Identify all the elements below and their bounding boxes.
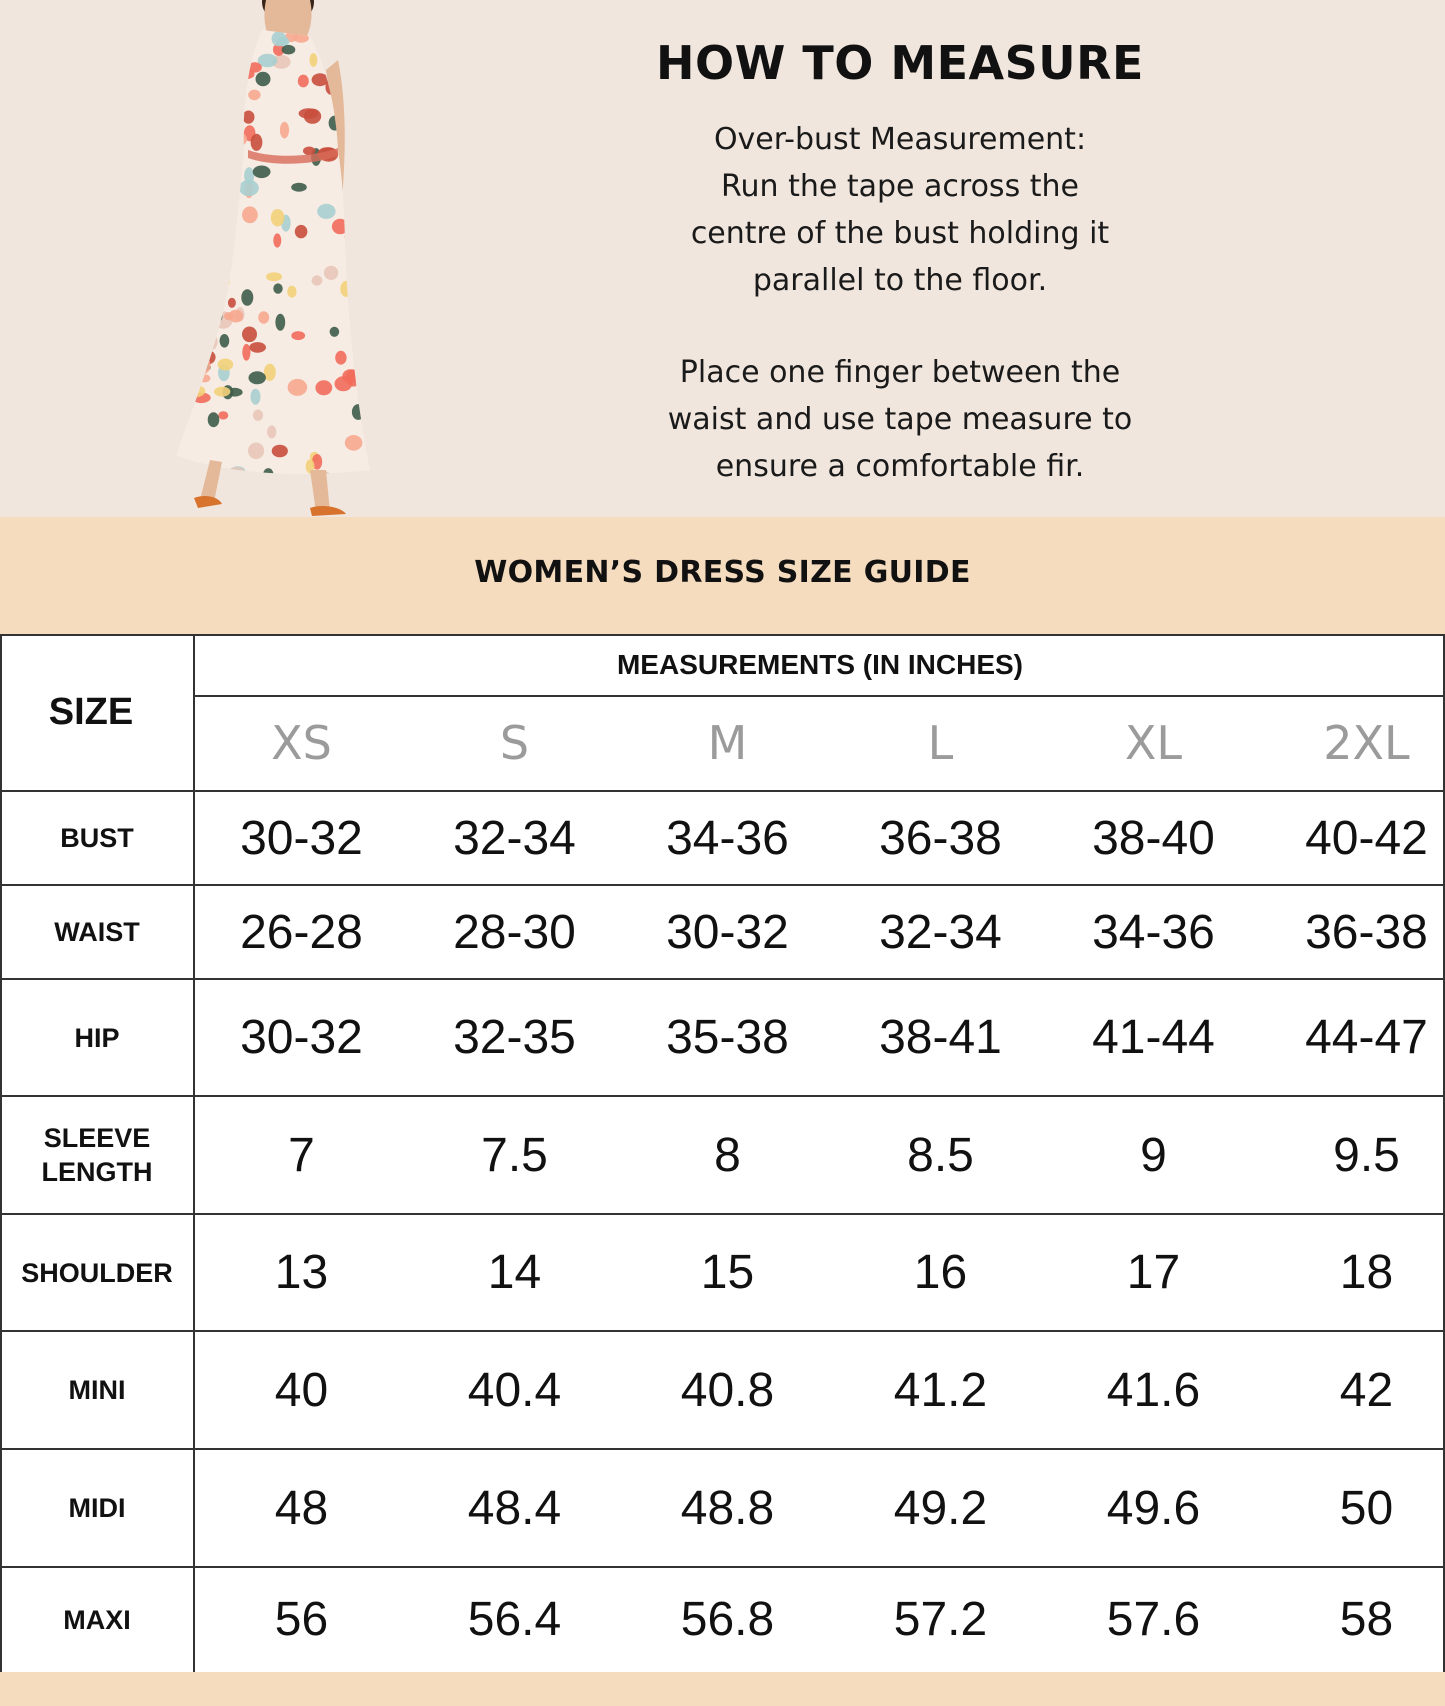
size-column-header: SIZE — [48, 690, 134, 733]
over-bust-instructions — [560, 116, 1240, 304]
row-divider — [0, 790, 1445, 792]
instruction-line: centre of the bust holding it — [690, 216, 1110, 251]
label-column-divider — [193, 634, 195, 1672]
table-cell: 40.4 — [467, 1363, 562, 1417]
table-cell: 30-32 — [240, 1011, 363, 1064]
size-chart-table — [0, 634, 1445, 1672]
row-label-sleeve-length: SLEEVE LENGTH — [41, 1123, 153, 1187]
row-divider — [0, 1213, 1445, 1215]
table-cell: 41-44 — [1092, 1011, 1215, 1064]
size-header-xl: XL — [1124, 716, 1183, 770]
row-label-mini: MINI — [68, 1375, 126, 1405]
table-cell: 17 — [1126, 1246, 1181, 1299]
table-cell: 9 — [1140, 1128, 1167, 1182]
instruction-line: waist and use tape measure to — [667, 402, 1133, 437]
model-photo — [170, 0, 400, 517]
table-cell: 56.8 — [680, 1593, 775, 1646]
row-label-bust: BUST — [60, 823, 134, 853]
row-label-midi: MIDI — [68, 1493, 126, 1523]
row-divider — [0, 1566, 1445, 1568]
table-cell: 48.8 — [680, 1481, 775, 1535]
row-label-maxi: MAXI — [63, 1604, 131, 1635]
table-cell: 56 — [274, 1593, 329, 1646]
table-cell: 8.5 — [907, 1128, 974, 1182]
table-cell: 38-40 — [1092, 811, 1215, 865]
table-cell: 26-28 — [240, 905, 363, 959]
table-cell: 34-36 — [1092, 905, 1215, 959]
table-cell: 50 — [1339, 1481, 1394, 1535]
table-cell: 42 — [1339, 1363, 1394, 1417]
table-cell: 36-38 — [879, 811, 1002, 865]
instruction-line: Run the tape across the — [721, 169, 1079, 204]
table-cell: 56.4 — [467, 1593, 562, 1646]
table-cell: 44-47 — [1305, 1011, 1428, 1064]
size-header-l: L — [927, 716, 954, 770]
table-left-border — [0, 634, 2, 1672]
table-cell: 57.6 — [1106, 1593, 1201, 1646]
table-cell: 30-32 — [666, 905, 789, 959]
row-divider — [0, 1095, 1445, 1097]
waist-instructions — [560, 349, 1240, 490]
table-cell: 16 — [913, 1246, 968, 1299]
row-divider — [0, 1330, 1445, 1332]
measurements-header: MEASUREMENTS (IN INCHES) — [616, 649, 1023, 680]
row-divider — [0, 1448, 1445, 1450]
table-cell: 7 — [288, 1128, 315, 1182]
instruction-line: Over-bust Measurement: — [713, 122, 1087, 157]
table-top-border — [0, 634, 1445, 636]
instruction-line: ensure a comfortable fir. — [715, 449, 1085, 484]
header-divider — [194, 695, 1445, 697]
table-cell: 30-32 — [240, 811, 363, 865]
row-label-hip: HIP — [74, 1022, 120, 1053]
table-cell: 40.8 — [680, 1363, 775, 1417]
how-to-measure-section — [0, 0, 1445, 517]
model-illustration — [170, 0, 400, 517]
table-cell: 57.2 — [893, 1593, 988, 1646]
table-cell: 14 — [487, 1246, 542, 1299]
table-cell: 40-42 — [1305, 811, 1428, 865]
row-divider — [0, 978, 1445, 980]
instruction-line: Place one finger between the — [679, 355, 1121, 390]
size-header-xs: XS — [271, 716, 332, 770]
table-cell: 9.5 — [1333, 1128, 1400, 1182]
table-cell: 40 — [274, 1363, 329, 1417]
table-cell: 28-30 — [453, 905, 576, 959]
table-cell: 41.2 — [893, 1363, 988, 1417]
table-cell: 32-34 — [879, 905, 1002, 959]
size-header-s: S — [499, 716, 530, 770]
table-cell: 7.5 — [481, 1128, 548, 1182]
size-header-m: M — [707, 716, 748, 770]
table-cell: 48.4 — [467, 1481, 562, 1535]
size-guide-band — [0, 517, 1445, 634]
table-cell: 49.6 — [1106, 1481, 1201, 1535]
table-cell: 13 — [274, 1246, 329, 1299]
table-cell: 34-36 — [666, 811, 789, 865]
row-divider — [0, 884, 1445, 886]
table-cell: 48 — [274, 1481, 329, 1535]
table-cell: 32-35 — [453, 1011, 576, 1064]
how-to-measure-title: HOW TO MEASURE — [656, 36, 1144, 90]
bottom-strip — [0, 1672, 1445, 1706]
size-header-2xl: 2XL — [1323, 716, 1410, 770]
size-guide-title: WOMEN’S DRESS SIZE GUIDE — [474, 555, 971, 590]
row-label-shoulder: SHOULDER — [21, 1257, 173, 1288]
table-cell: 32-34 — [453, 811, 576, 865]
table-cell: 49.2 — [893, 1481, 988, 1535]
row-label-waist: WAIST — [54, 917, 140, 947]
table-cell: 36-38 — [1305, 905, 1428, 959]
table-cell: 58 — [1339, 1593, 1394, 1646]
table-cell: 8 — [714, 1128, 741, 1182]
table-cell: 18 — [1339, 1246, 1394, 1299]
table-cell: 35-38 — [666, 1011, 789, 1064]
instruction-line: parallel to the floor. — [752, 263, 1048, 298]
table-cell: 15 — [700, 1246, 755, 1299]
table-cell: 38-41 — [879, 1011, 1002, 1064]
table-cell: 41.6 — [1106, 1363, 1201, 1417]
